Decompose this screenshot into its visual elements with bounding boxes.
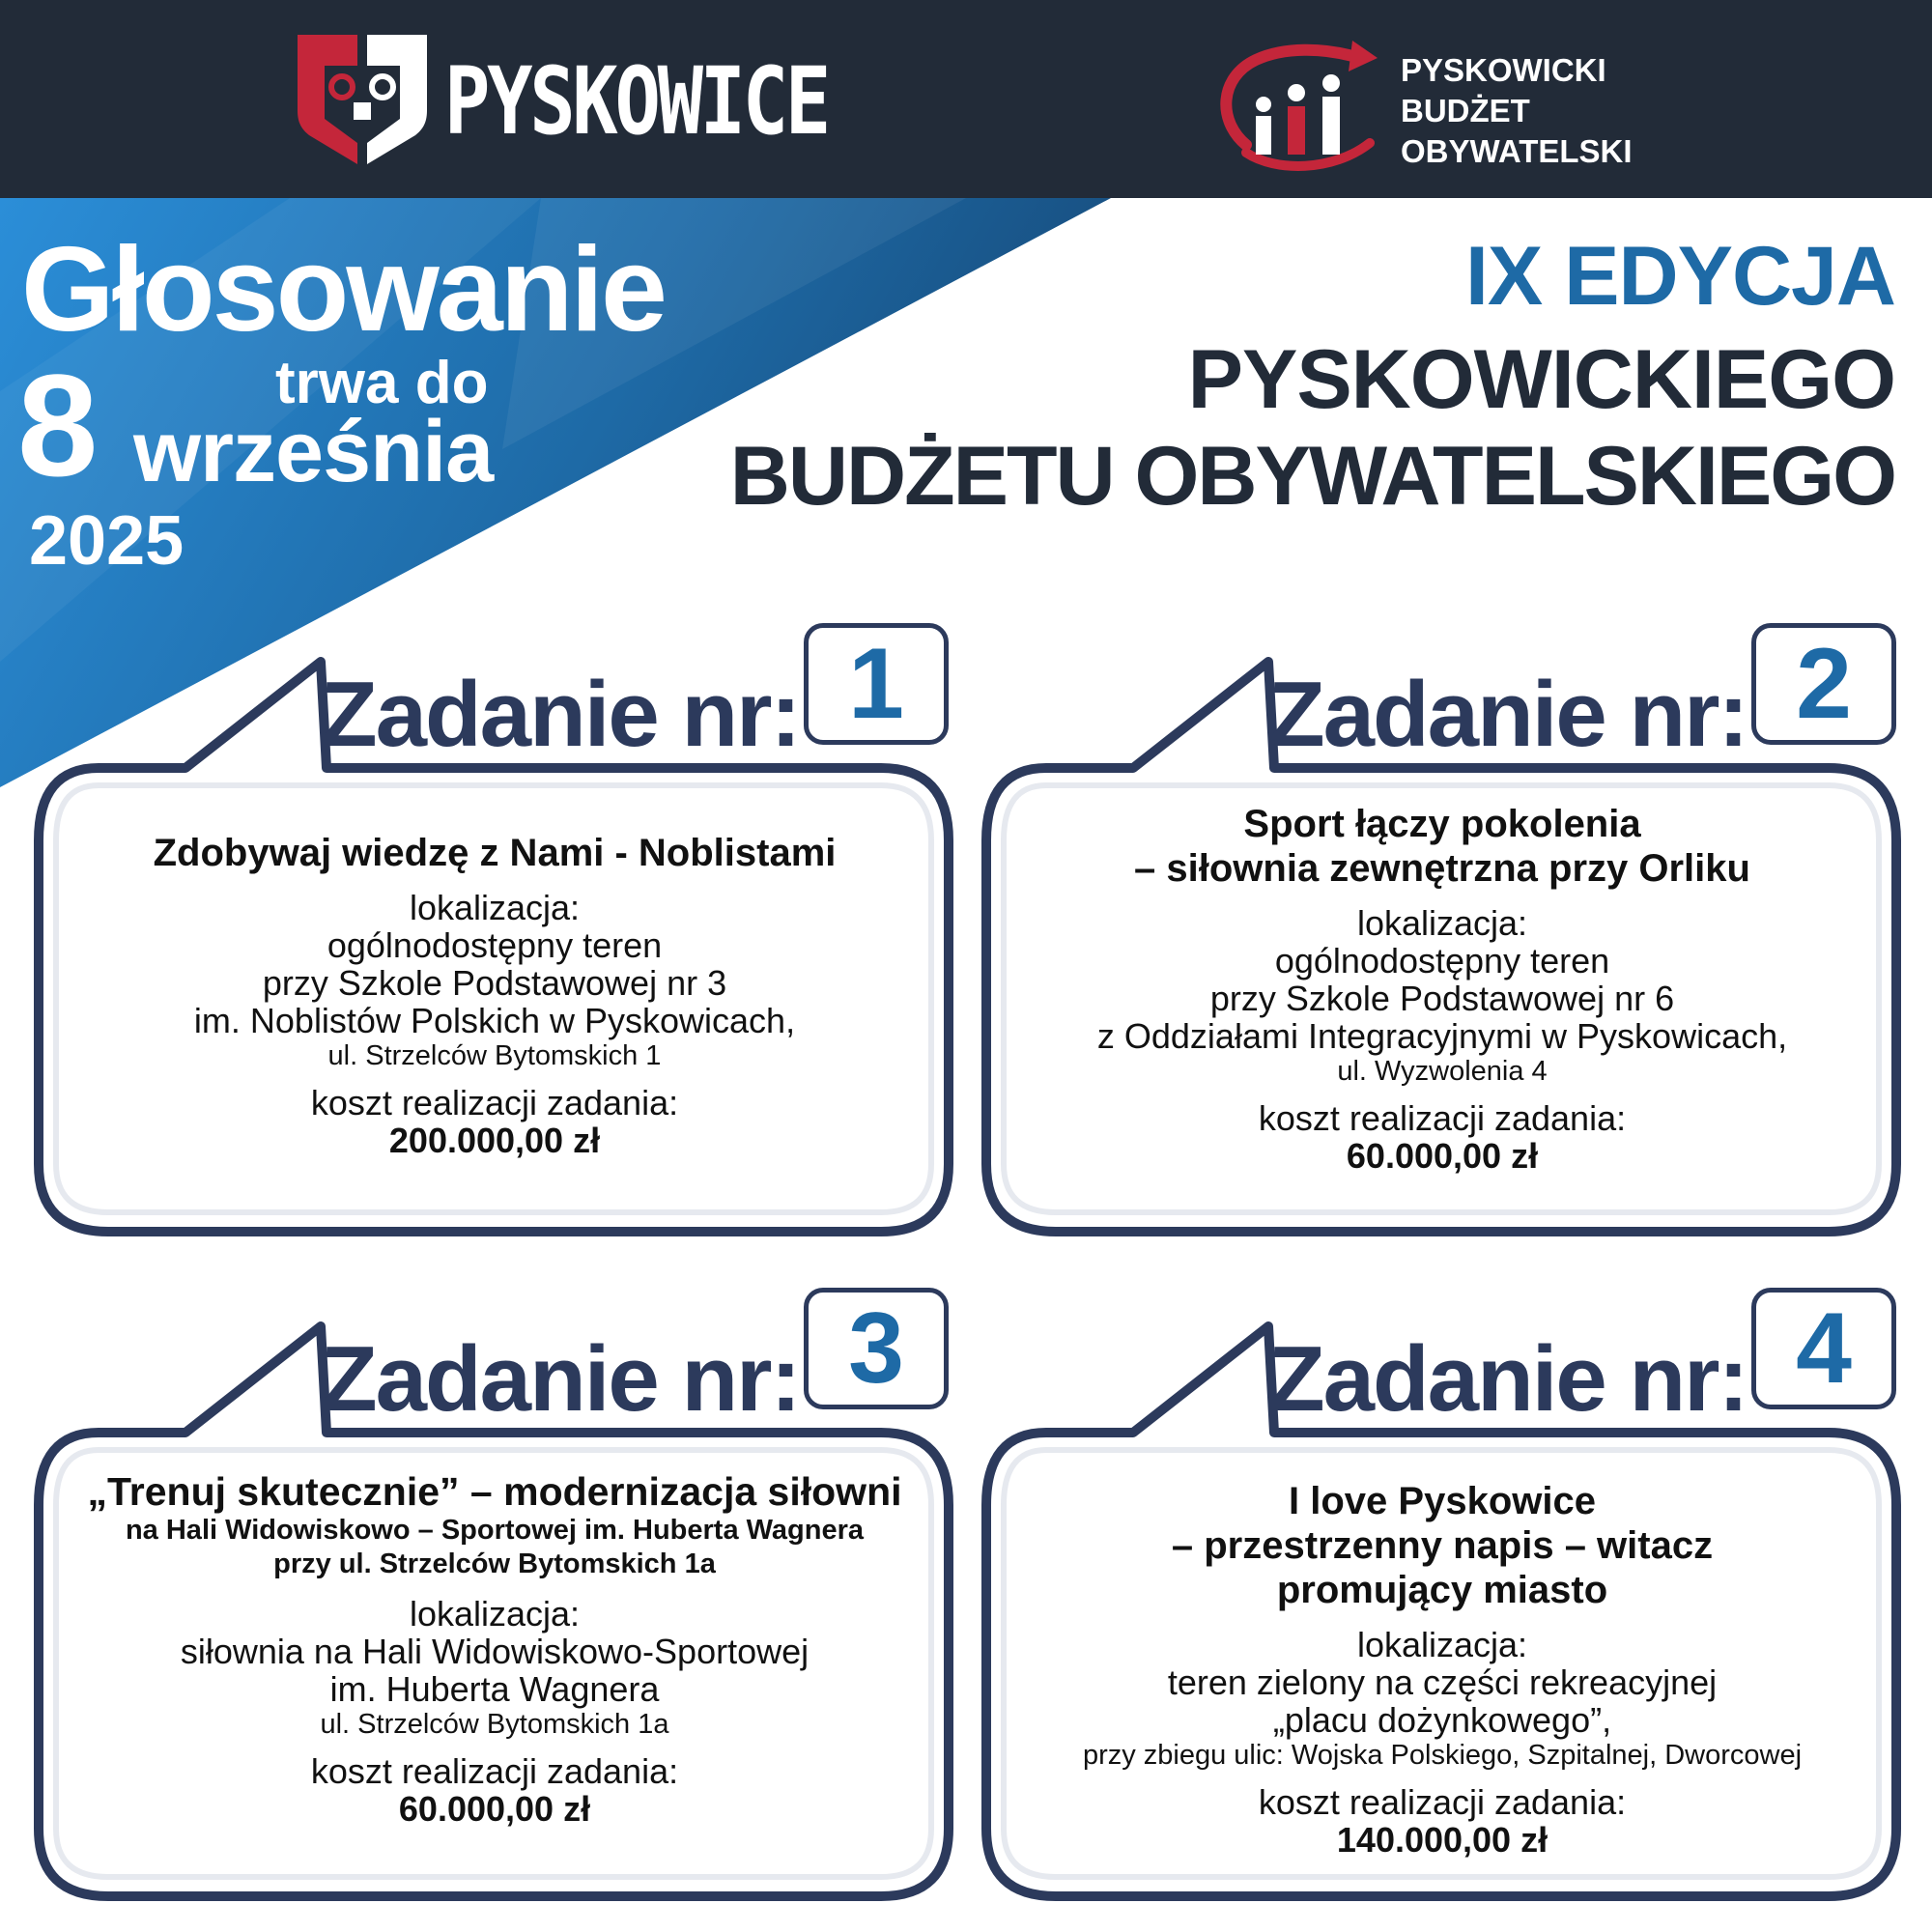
task-card-2 <box>979 623 1906 1241</box>
cost-label: koszt realizacji zadania: <box>310 1751 679 1791</box>
task-number: 2 <box>1751 623 1896 745</box>
task-card-1 <box>31 623 958 1241</box>
location-line: z Oddziałami Integracyjnymi w Pyskowicach, <box>1096 1016 1788 1056</box>
task-body <box>89 831 900 1160</box>
cost-label: koszt realizacji zadania: <box>310 1083 679 1122</box>
location-line: im. Huberta Wagnera <box>329 1669 660 1709</box>
location-line: im. Noblistów Polskich w Pyskowicach, <box>193 1001 796 1040</box>
voting-day: 8 <box>17 344 99 506</box>
location-label: lokalizacja: <box>409 888 581 927</box>
location-line: przy Szkole Podstawowej nr 6 <box>1209 979 1675 1018</box>
location-line: przy Szkole Podstawowej nr 3 <box>262 963 727 1003</box>
task-title: – siłownia zewnętrzna przy Orliku <box>1134 847 1750 890</box>
city-logo-text: PYSKOWICE <box>444 47 829 156</box>
task-body <box>60 1469 929 1829</box>
task-title: Sport łączy pokolenia <box>1243 803 1641 845</box>
task-title: „Trenuj skutecznie” – modernizacja siłowni <box>87 1469 902 1514</box>
budget-emblem-icon <box>1208 29 1391 174</box>
task-card-3 <box>31 1288 958 1906</box>
budget-logo-line: PYSKOWICKI <box>1401 52 1606 88</box>
voting-year: 2025 <box>29 502 185 580</box>
cost-amount: 60.000,00 zł <box>398 1789 591 1829</box>
task-body <box>1008 1479 1877 1860</box>
voting-month: września <box>133 404 494 500</box>
location-line: ogólnodostępny teren <box>1274 941 1610 980</box>
task-subtitle: przy ul. Strzelców Bytomskich 1a <box>273 1548 716 1579</box>
cost-label: koszt realizacji zadania: <box>1258 1782 1627 1822</box>
cost-label: koszt realizacji zadania: <box>1258 1098 1627 1138</box>
task-title: – przestrzenny napis – witacz <box>1171 1524 1714 1567</box>
task-card-4 <box>979 1288 1906 1906</box>
budget-logo-text <box>1401 50 1633 172</box>
task-label: Zadanie nr: <box>1268 1327 1747 1431</box>
budget-logo-line: BUDŻET <box>1401 93 1530 128</box>
location-line: „placu dożynkowego”, <box>1272 1700 1612 1740</box>
location-street: ul. Strzelców Bytomskich 1a <box>320 1709 669 1740</box>
task-label: Zadanie nr: <box>321 663 800 766</box>
task-body <box>1037 802 1848 1176</box>
city-logo <box>290 27 829 172</box>
location-street: ul. Strzelców Bytomskich 1 <box>327 1040 662 1071</box>
task-label: Zadanie nr: <box>321 1327 800 1431</box>
location-street: ul. Wyzwolenia 4 <box>1337 1056 1548 1087</box>
cost-amount: 200.000,00 zł <box>388 1121 601 1160</box>
task-number: 3 <box>804 1288 949 1409</box>
task-number: 1 <box>804 623 949 745</box>
task-subtitle: na Hali Widowiskowo – Sportowej im. Huberta Wagnera <box>125 1515 865 1546</box>
voting-until: trwa do <box>275 350 489 416</box>
task-title: Zdobywaj wiedzę z Nami - Noblistami <box>153 832 837 874</box>
edition-line-3: BUDŻETU OBYWATELSKIEGO <box>729 430 1895 523</box>
location-line: ogólnodostępny teren <box>327 925 663 965</box>
task-number: 4 <box>1751 1288 1896 1409</box>
location-label: lokalizacja: <box>1356 1625 1528 1664</box>
budget-logo <box>1208 29 1671 174</box>
location-line: teren zielony na części rekreacyjnej <box>1167 1662 1718 1702</box>
task-label: Zadanie nr: <box>1268 663 1747 766</box>
header-bar <box>0 0 1932 198</box>
location-street: przy zbiegu ulic: Wojska Polskiego, Szpitalnej, Dworcowej <box>1082 1740 1803 1771</box>
edition-line-2: PYSKOWICKIEGO <box>1187 333 1895 426</box>
budget-logo-line: OBYWATELSKI <box>1401 133 1633 169</box>
voting-title: Głosowanie <box>21 223 665 356</box>
location-label: lokalizacja: <box>1356 903 1528 943</box>
location-label: lokalizacja: <box>409 1594 581 1634</box>
cost-amount: 140.000,00 zł <box>1336 1820 1548 1860</box>
task-title: promujący miasto <box>1276 1569 1608 1611</box>
edition-line-1: IX EDYCJA <box>1464 230 1895 323</box>
cost-amount: 60.000,00 zł <box>1346 1136 1539 1176</box>
city-crest-icon <box>290 27 435 172</box>
location-line: siłownia na Hali Widowiskowo-Sportowej <box>180 1632 810 1671</box>
task-title: I love Pyskowice <box>1289 1480 1596 1522</box>
